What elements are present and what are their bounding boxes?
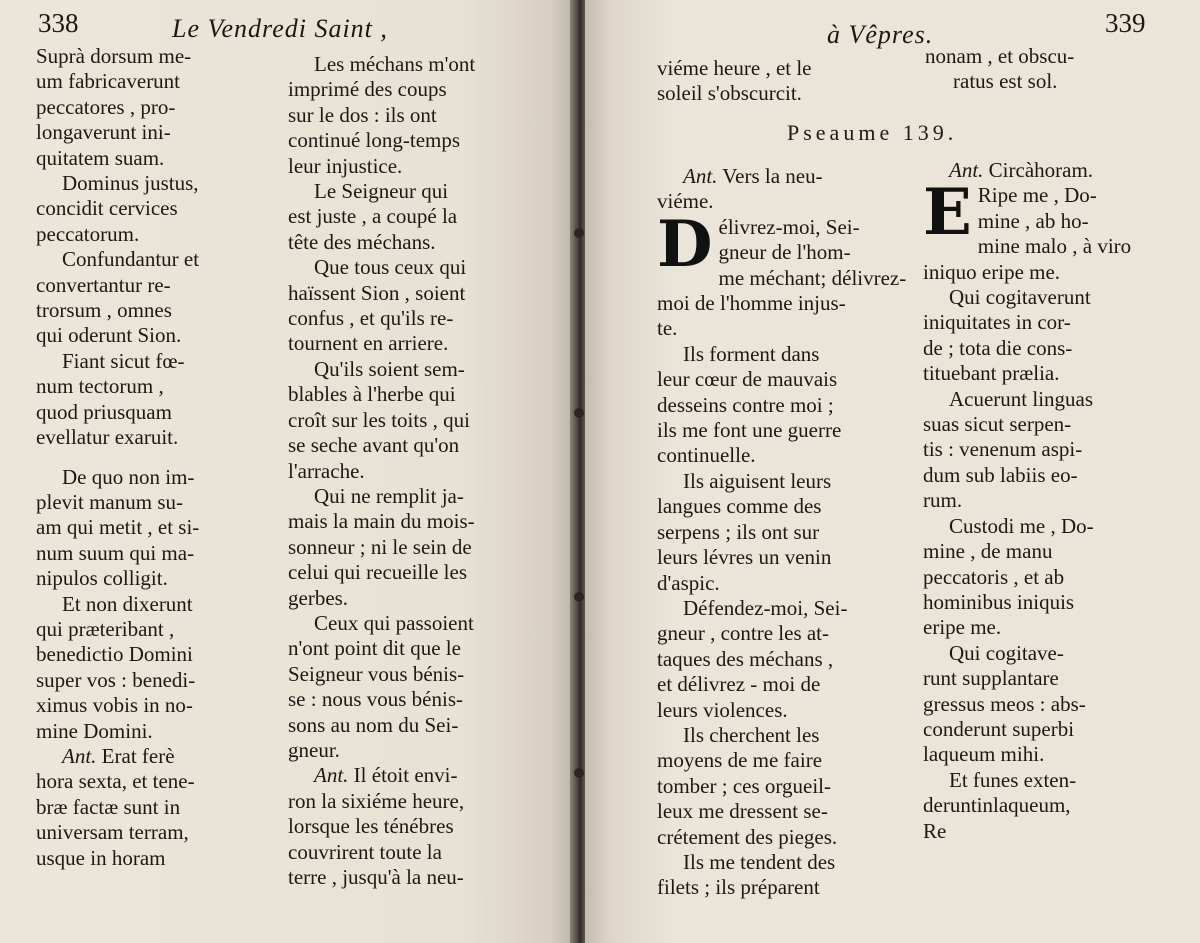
line-text: Re: [923, 818, 947, 843]
line-text: Ils forment dans: [683, 341, 820, 366]
antiphon-label: Ant.: [314, 763, 349, 788]
text-line: [36, 541, 268, 566]
text-line: [288, 586, 520, 611]
psalm-title: Pseaume 139.: [787, 120, 958, 145]
text-line: [36, 400, 268, 425]
text-line: [923, 387, 1155, 412]
line-text: d'aspic.: [657, 570, 720, 595]
line-text: bræ factæ sunt in: [36, 794, 181, 819]
text-line: [36, 490, 268, 515]
line-text: Que tous ceux qui: [314, 255, 467, 280]
text-line: [657, 316, 907, 341]
line-text: Les méchans m'ont: [314, 52, 476, 76]
line-text: desseins contre moi ;: [657, 392, 834, 417]
text-line: [288, 179, 520, 204]
line-text: Il étoit envi-: [353, 763, 458, 788]
line-text: iniquitates in cor-: [923, 310, 1071, 335]
text-line: [923, 615, 1155, 640]
left-page: [0, 0, 575, 943]
line-text: Défendez-moi, Sei-: [683, 595, 848, 620]
line-text: Et non dixerunt: [62, 591, 193, 616]
line-text: gressus meos : abs-: [923, 691, 1086, 716]
text-line: [288, 611, 520, 636]
verse-paragraph: [36, 171, 268, 247]
line-text: Vers la neu-: [722, 164, 823, 188]
text-line: [657, 647, 907, 672]
line-text: num suum qui ma-: [36, 540, 195, 565]
text-line: [288, 382, 520, 407]
line-text: hora sexta, et tene-: [36, 769, 195, 794]
verse-paragraph: [288, 484, 520, 611]
text-line: [36, 617, 268, 642]
line-text: haïssent Sion , soient: [288, 280, 466, 305]
line-text: sons au nom du Sei-: [288, 712, 459, 737]
text-line: [36, 820, 268, 845]
line-text: mine Domini.: [36, 718, 153, 743]
latin-column-right: [923, 158, 1155, 844]
text-line: [36, 247, 268, 272]
text-line: [288, 636, 520, 661]
line-text: crétement des pieges.: [657, 824, 838, 849]
verse-paragraph: [36, 349, 268, 451]
text-line: [36, 273, 268, 298]
text-line: [288, 306, 520, 331]
line-text: mine malo , à viro: [977, 234, 1132, 259]
line-text: leurs lévres un venin: [657, 545, 832, 570]
french-column-left: [288, 52, 520, 890]
line-text: langues comme des: [657, 494, 822, 519]
line-text: l'arrache.: [288, 458, 365, 483]
text-line: [657, 469, 907, 494]
line-text: ron la sixiéme heure,: [288, 788, 465, 813]
verse-paragraph: [923, 158, 1155, 183]
text-line: [923, 488, 1155, 513]
text-line: [923, 437, 1155, 462]
line-text: se seche avant qu'on: [288, 433, 460, 458]
verse-paragraph: [288, 255, 520, 357]
line-text: Ils me tendent des: [683, 849, 836, 874]
text-line: [36, 323, 268, 348]
line-text: viéme.: [657, 189, 714, 214]
line-text: Ils cherchent les: [683, 722, 820, 747]
stanza-gap: [36, 451, 268, 465]
text-line: [288, 408, 520, 433]
line-text: terre , jusqu'à la neu-: [288, 865, 464, 889]
verse-paragraph: [923, 387, 1155, 514]
line-text: Qui ne remplit ja-: [314, 483, 464, 508]
line-text: Acuerunt linguas: [949, 386, 1094, 411]
line-text: peccatoris , et ab: [923, 564, 1065, 589]
text-line: [923, 361, 1155, 386]
line-text: Ceux qui passoient: [314, 610, 474, 635]
text-line: [657, 189, 907, 214]
text-line: [288, 662, 520, 687]
text-line: [36, 693, 268, 718]
line-text: Qu'ils soient sem-: [314, 356, 465, 381]
text-line: [923, 717, 1155, 742]
line-text: runt supplantare: [923, 666, 1059, 691]
line-text: rum.: [923, 488, 963, 513]
line-text: Confundantur et: [62, 247, 200, 272]
text-line: [657, 418, 907, 443]
text-line: [288, 230, 520, 255]
text-line: [923, 692, 1155, 717]
text-line: [36, 146, 268, 171]
verse-paragraph: [923, 285, 1155, 387]
line-text: Suprà dorsum me-: [36, 44, 192, 68]
text-line: [657, 723, 907, 748]
line-text: Fiant sicut fœ-: [62, 348, 185, 373]
line-text: leux me dressent se-: [657, 799, 828, 824]
text-line: [288, 763, 520, 788]
line-text: qui præteribant ,: [36, 616, 175, 641]
line-text: dum sub labiis eo-: [923, 462, 1078, 487]
line-text: moyens de me faire: [657, 748, 823, 773]
verse-paragraph: [923, 514, 1155, 641]
verse-paragraph: [923, 175, 1155, 285]
text-line: [657, 367, 907, 392]
line-text: Ripe me , Do-: [977, 183, 1097, 208]
verse-paragraph: [288, 357, 520, 484]
text-line: [288, 738, 520, 763]
text-line: [657, 443, 907, 468]
binding-stitch: [574, 228, 584, 238]
line-text: Circàhoram.: [988, 158, 1094, 182]
verse-paragraph: [288, 52, 520, 179]
line-text: gneur , contre les at-: [657, 621, 830, 646]
verse-paragraph: [36, 247, 268, 349]
line-text: Dominus justus,: [62, 171, 199, 196]
line-text: blables à l'herbe qui: [288, 382, 456, 407]
line-text: me méchant; délivrez-: [718, 265, 907, 290]
top-latin-lines: [925, 44, 1155, 95]
text-line: [923, 412, 1155, 437]
line-text: hominibus iniquis: [923, 589, 1075, 614]
line-text: leur cœur de mauvais: [657, 367, 838, 392]
text-line: [288, 255, 520, 280]
line-text: quod priusquam: [36, 399, 172, 424]
line-text: ils me font une guerre: [657, 418, 842, 443]
line-text: serpens ; ils ont sur: [657, 519, 820, 544]
text-line: [36, 425, 268, 450]
text-line: [36, 592, 268, 617]
text-line: [36, 95, 268, 120]
binding-stitch: [574, 768, 584, 778]
verse-paragraph: [36, 744, 268, 871]
text-line: [36, 298, 268, 323]
line-text: couvrirent toute la: [288, 839, 442, 864]
line-text: Et funes exten-: [949, 767, 1077, 792]
verse-paragraph: [657, 850, 907, 901]
text-line: [657, 774, 907, 799]
line-text: trorsum , omnes: [36, 298, 172, 323]
line-text: conderunt superbi: [923, 716, 1075, 741]
antiphon-label: Ant.: [62, 743, 97, 768]
line-text: Qui cogitave-: [949, 640, 1064, 665]
text-line: [288, 459, 520, 484]
line-text: et délivrez - moi de: [657, 672, 821, 697]
text-line: [923, 336, 1155, 361]
line-text: tituebant prælia.: [923, 361, 1060, 386]
text-line: [36, 374, 268, 399]
line-text: celui qui recueille les: [288, 560, 468, 585]
text-line: [36, 44, 268, 69]
line-text: peccatores , pro-: [36, 94, 176, 119]
text-line: [923, 514, 1155, 539]
line-text: Custodi me , Do-: [949, 513, 1094, 538]
line-text: continuelle.: [657, 443, 756, 468]
line-text: universam terram,: [36, 820, 189, 845]
text-line: [923, 742, 1155, 767]
text-line: [36, 222, 268, 247]
text-line: [288, 484, 520, 509]
text-line: [657, 875, 907, 900]
text-line: [288, 331, 520, 356]
text-line: [36, 846, 268, 871]
text-line: [36, 349, 268, 374]
text-line: [36, 769, 268, 794]
line-text: est juste , a coupé la: [288, 204, 458, 229]
line-text: se : nous vous bénis-: [288, 687, 463, 712]
line-text: de ; tota die cons-: [923, 335, 1073, 360]
top-french-lines: [657, 56, 907, 107]
verse-paragraph: [657, 596, 907, 723]
line-text: moi de l'homme injus-: [657, 291, 846, 316]
text-line: [288, 433, 520, 458]
line-text: num tectorum ,: [36, 374, 164, 399]
page-number-left: 338: [38, 8, 79, 38]
text-line: [657, 393, 907, 418]
verse-paragraph: [288, 763, 520, 890]
text-line: [36, 196, 268, 221]
line-text: iniquo eripe me.: [923, 259, 1061, 284]
text-line: [923, 285, 1155, 310]
text-line: soleil s'obscurcit.: [657, 81, 802, 106]
verse-paragraph: [288, 179, 520, 255]
text-line: [288, 357, 520, 382]
text-line: [923, 565, 1155, 590]
line-text: sonneur ; ni le sein de: [288, 534, 472, 559]
line-text: deruntinlaqueum,: [923, 793, 1071, 818]
line-text: taques des méchans ,: [657, 646, 834, 671]
text-line: [36, 171, 268, 196]
text-line: [923, 310, 1155, 335]
text-line: [288, 814, 520, 839]
line-text: Qui cogitaverunt: [949, 285, 1091, 310]
text-line: [923, 590, 1155, 615]
text-line: [657, 571, 907, 596]
line-text: nipulos colligit.: [36, 566, 168, 591]
text-line: [657, 748, 907, 773]
text-line: [36, 795, 268, 820]
drop-cap: E: [923, 175, 972, 251]
line-text: quitatem suam.: [36, 145, 165, 170]
line-text: gerbes.: [288, 585, 349, 610]
text-line: [657, 850, 907, 875]
line-text: croît sur les toits , qui: [288, 407, 470, 432]
line-text: mine , de manu: [923, 539, 1053, 564]
text-line: [923, 641, 1155, 666]
line-text: evellatur exaruit.: [36, 425, 179, 450]
text-line: [657, 342, 907, 367]
line-text: benedictio Domini: [36, 642, 193, 667]
text-line: viéme heure , et le: [657, 56, 812, 80]
text-line: [288, 535, 520, 560]
line-text: tis : venenum aspi-: [923, 437, 1083, 462]
line-text: sur le dos : ils ont: [288, 102, 437, 127]
line-text: plevit manum su-: [36, 489, 183, 514]
text-line: [36, 719, 268, 744]
verse-paragraph: [657, 469, 907, 596]
text-line: [923, 463, 1155, 488]
line-text: Seigneur vous bénis-: [288, 661, 465, 686]
verse-paragraph: [657, 164, 907, 215]
text-line: [657, 545, 907, 570]
text-line: [288, 281, 520, 306]
line-text: um fabricaverunt: [36, 69, 181, 94]
text-line: [923, 158, 1155, 183]
text-line: [657, 698, 907, 723]
binding-stitch: [574, 592, 584, 602]
text-line: [657, 672, 907, 697]
text-line: [288, 789, 520, 814]
text-line: [288, 77, 520, 102]
text-line: [288, 687, 520, 712]
text-line: [36, 566, 268, 591]
text-line: [288, 128, 520, 153]
line-text: mine , ab ho-: [977, 208, 1089, 233]
text-line: [657, 164, 907, 189]
line-text: confus , et qu'ils re-: [288, 306, 454, 331]
text-line: [36, 120, 268, 145]
line-text: tomber ; ces orgueil-: [657, 773, 831, 798]
running-head-right: à Vêpres.: [827, 20, 934, 49]
line-text: n'ont point dit que le: [288, 636, 461, 661]
line-text: De quo non im-: [62, 464, 195, 489]
line-text: gneur.: [288, 737, 340, 762]
text-line: [288, 840, 520, 865]
text-line: [36, 642, 268, 667]
verse-paragraph: [923, 768, 1155, 844]
text-line: [657, 494, 907, 519]
verse-paragraph: [923, 641, 1155, 768]
antiphon-label: Ant.: [949, 158, 984, 182]
text-line: [923, 819, 1155, 844]
text-line: [36, 515, 268, 540]
text-line: [923, 793, 1155, 818]
text-line: ratus est sol.: [953, 69, 1058, 94]
verse-paragraph: [657, 723, 907, 850]
line-text: qui oderunt Sion.: [36, 323, 182, 348]
line-text: imprimé des coups: [288, 77, 447, 102]
latin-column-left: [36, 44, 268, 871]
line-text: usque in horam: [36, 845, 166, 870]
drop-cap: D: [657, 206, 713, 282]
text-line: [657, 825, 907, 850]
line-text: Erat ferè: [101, 743, 175, 768]
text-line: [288, 103, 520, 128]
binding-stitch: [574, 408, 584, 418]
line-text: te.: [657, 316, 678, 341]
running-head-left: Le Vendredi Saint ,: [172, 14, 388, 43]
line-text: longaverunt ini-: [36, 120, 171, 145]
line-text: convertantur re-: [36, 272, 171, 297]
line-text: filets ; ils préparent: [657, 875, 820, 900]
text-line: [36, 744, 268, 769]
line-text: leur injustice.: [288, 153, 403, 178]
text-line: [923, 666, 1155, 691]
text-line: [657, 291, 907, 316]
line-text: Ils aiguisent leurs: [683, 468, 832, 493]
line-text: ximus vobis in no-: [36, 693, 193, 718]
line-text: peccatorum.: [36, 221, 140, 246]
line-text: gneur de l'hom-: [718, 240, 851, 265]
verse-paragraph: [36, 465, 268, 592]
text-line: [657, 520, 907, 545]
text-line: [923, 260, 1155, 285]
line-text: concidit cervices: [36, 196, 178, 221]
text-line: [288, 509, 520, 534]
line-text: tête des méchans.: [288, 229, 436, 254]
verse-paragraph: [657, 206, 907, 342]
line-text: mais la main du mois-: [288, 509, 475, 534]
text-line: [36, 465, 268, 490]
line-text: Le Seigneur qui: [314, 179, 449, 204]
line-text: suas sicut serpen-: [923, 412, 1072, 437]
text-line: [36, 668, 268, 693]
text-line: [657, 596, 907, 621]
text-line: [657, 799, 907, 824]
page-number-right: 339: [1105, 8, 1146, 38]
right-page: [585, 0, 1200, 943]
text-line: [657, 621, 907, 646]
text-line: [923, 539, 1155, 564]
text-line: [288, 560, 520, 585]
text-line: [36, 69, 268, 94]
line-text: eripe me.: [923, 615, 1002, 640]
verse-paragraph: [36, 592, 268, 744]
text-line: [288, 154, 520, 179]
text-line: [288, 713, 520, 738]
antiphon-label: Ant.: [683, 164, 718, 188]
french-column-right: [657, 164, 907, 901]
verse-paragraph: [36, 44, 268, 171]
line-text: élivrez-moi, Sei-: [718, 214, 860, 239]
verse-paragraph: [657, 342, 907, 469]
line-text: lorsque les ténébres: [288, 814, 454, 839]
text-line: [288, 204, 520, 229]
line-text: leurs violences.: [657, 697, 788, 722]
verse-paragraph: [288, 611, 520, 763]
text-line: nonam , et obscu-: [925, 44, 1075, 68]
line-text: continué long-temps: [288, 128, 461, 153]
line-text: tournent en arriere.: [288, 331, 449, 356]
line-text: am qui metit , et si-: [36, 515, 200, 540]
text-line: [288, 52, 520, 77]
line-text: laqueum mihi.: [923, 742, 1045, 767]
text-line: [288, 865, 520, 890]
text-line: [923, 768, 1155, 793]
line-text: super vos : benedi-: [36, 667, 196, 692]
